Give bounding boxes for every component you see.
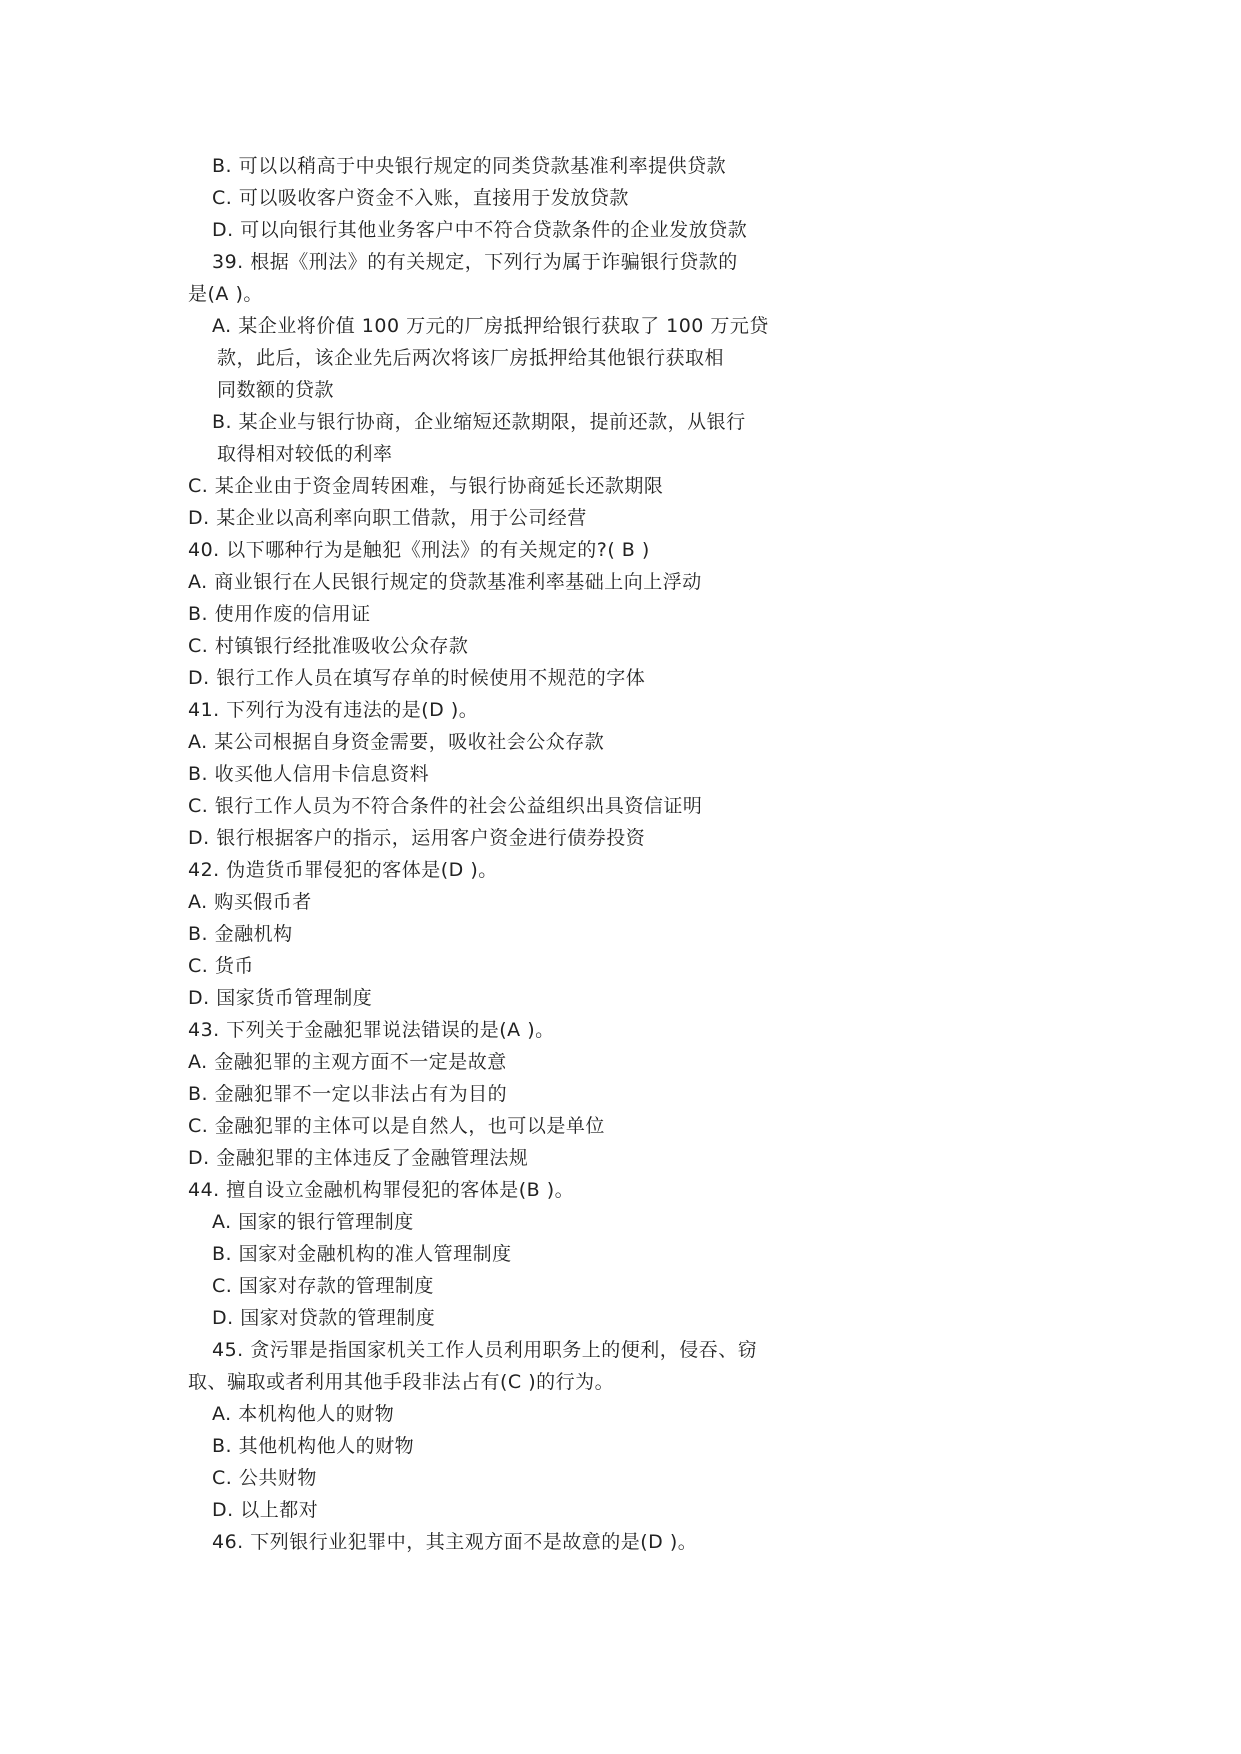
question-text: 39. 根据《刑法》的有关规定，下列行为属于诈骗银行贷款的 — [212, 251, 738, 273]
option-text: D. 金融犯罪的主体违反了金融管理法规 — [188, 1147, 529, 1169]
question-text: 43. 下列关于金融犯罪说法错误的是(A )。 — [188, 1019, 555, 1041]
option-text: B. 某企业与银行协商，企业缩短还款期限，提前还款，从银行 — [212, 411, 746, 433]
option-text: C. 可以吸收客户资金不入账，直接用于发放贷款 — [212, 187, 629, 209]
option-text: A. 金融犯罪的主观方面不一定是故意 — [188, 1051, 507, 1073]
option-text: C. 国家对存款的管理制度 — [212, 1275, 434, 1297]
option-text: A. 某企业将价值 100 万元的厂房抵押给银行获取了 100 万元贷 — [212, 315, 769, 337]
option-text: D. 国家对贷款的管理制度 — [212, 1307, 436, 1329]
option-text: B. 金融机构 — [188, 923, 293, 945]
option-text: B. 可以以稍高于中央银行规定的同类贷款基准利率提供贷款 — [212, 155, 727, 177]
option-text: C. 某企业由于资金周转困难，与银行协商延长还款期限 — [188, 475, 664, 497]
option-text: B. 使用作废的信用证 — [188, 603, 371, 625]
option-text: B. 国家对金融机构的准人管理制度 — [212, 1243, 512, 1265]
option-text: A. 商业银行在人民银行规定的贷款基准利率基础上向上浮动 — [188, 571, 702, 593]
option-text: D. 某企业以高利率向职工借款，用于公司经营 — [188, 507, 587, 529]
question-text: 45. 贪污罪是指国家机关工作人员利用职务上的便利，侵吞、窃 — [212, 1339, 758, 1361]
option-text: B. 其他机构他人的财物 — [212, 1435, 415, 1457]
option-text: A. 购买假币者 — [188, 891, 312, 913]
option-text: A. 某公司根据自身资金需要，吸收社会公众存款 — [188, 731, 605, 753]
question-text: 46. 下列银行业犯罪中，其主观方面不是故意的是(D )。 — [212, 1531, 698, 1553]
option-text: C. 金融犯罪的主体可以是自然人，也可以是单位 — [188, 1115, 605, 1137]
option-text: C. 货币 — [188, 955, 254, 977]
option-text: D. 银行根据客户的指示，运用客户资金进行债券投资 — [188, 827, 646, 849]
option-text: A. 本机构他人的财物 — [212, 1403, 395, 1425]
option-text: C. 银行工作人员为不符合条件的社会公益组织出具资信证明 — [188, 795, 703, 817]
question-text: 41. 下列行为没有违法的是(D )。 — [188, 699, 479, 721]
option-text: C. 村镇银行经批准吸收公众存款 — [188, 635, 469, 657]
option-text: D. 可以向银行其他业务客户中不符合贷款条件的企业发放贷款 — [212, 219, 748, 241]
option-text: D. 国家货币管理制度 — [188, 987, 373, 1009]
question-text: 取、骗取或者利用其他手段非法占有(C )的行为。 — [188, 1371, 615, 1393]
question-text: 44. 擅自设立金融机构罪侵犯的客体是(B )。 — [188, 1179, 575, 1201]
option-text: 取得相对较低的利率 — [217, 443, 393, 465]
option-text: D. 以上都对 — [212, 1499, 319, 1521]
question-text: 40. 以下哪种行为是触犯《刑法》的有关规定的?( B ) — [188, 539, 650, 561]
option-text: D. 银行工作人员在填写存单的时候使用不规范的字体 — [188, 667, 646, 689]
question-text: 是(A )。 — [188, 283, 263, 305]
option-text: A. 国家的银行管理制度 — [212, 1211, 414, 1233]
option-text: C. 公共财物 — [212, 1467, 317, 1489]
option-text: 款，此后，该企业先后两次将该厂房抵押给其他银行获取相 — [217, 347, 725, 369]
question-text: 42. 伪造货币罪侵犯的客体是(D )。 — [188, 859, 498, 881]
option-text: B. 收买他人信用卡信息资料 — [188, 763, 430, 785]
option-text: B. 金融犯罪不一定以非法占有为目的 — [188, 1083, 508, 1105]
option-text: 同数额的贷款 — [217, 379, 335, 401]
